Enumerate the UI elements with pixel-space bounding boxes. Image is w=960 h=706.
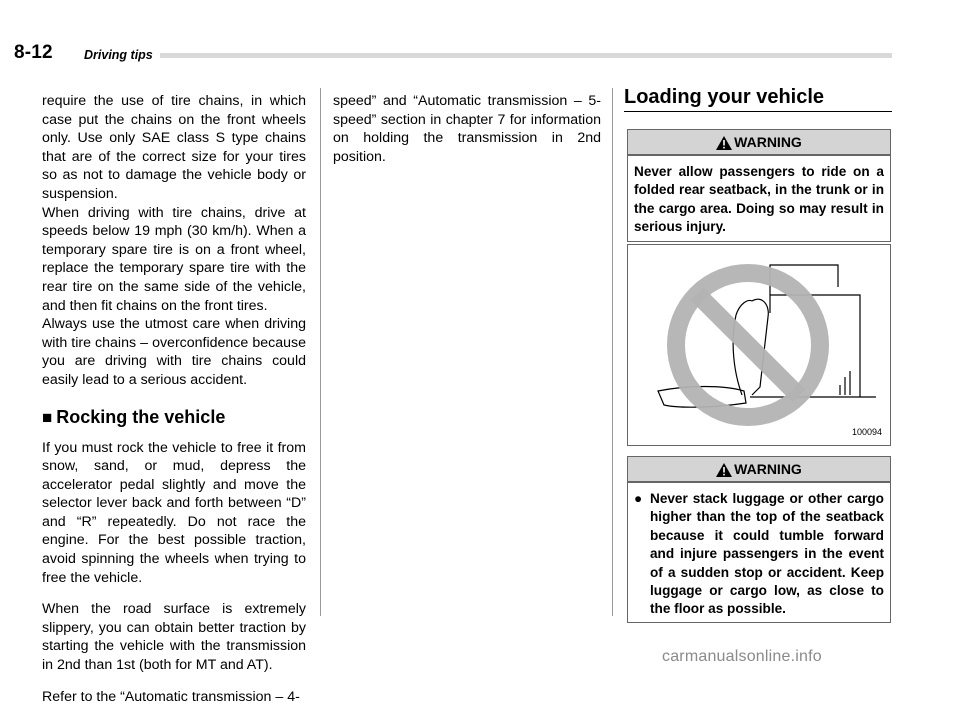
subheading-text: Rocking the vehicle: [56, 406, 226, 427]
paragraph-rocking: If you must rock the vehicle to free it from snow, sand, or mud, depress the accelerator pedal slightly and move the selector lever back and forth between “D” and “R” repeatedly. Do not race the engine. For the best possible traction, avoid spinning the wheels when trying to free the vehicle.: [42, 439, 306, 586]
warning-header: [627, 456, 891, 482]
warning-label: WARNING: [734, 461, 802, 477]
header-bar: [160, 53, 892, 58]
square-bullet-icon: ■: [42, 407, 53, 427]
list-item: [634, 490, 884, 619]
paragraph-tire-chains: require the use of tire chains, in which case put the chains on the front wheels only. Use only SAE class S type chains that are of the correct size for your tires so as not to damage the vehicle body or suspension.: [42, 93, 306, 202]
paragraph-continued: speed” and “Automatic transmission – 5-speed” section in chapter 7 for information on holding the transmission in 2nd position.: [333, 93, 601, 165]
seat-illustration: [628, 245, 890, 445]
warning-triangle-icon: [716, 463, 732, 477]
loading-title: Loading your vehicle: [624, 86, 825, 108]
paragraph-chain-speed: When driving with tire chains, drive at speeds below 19 mph (30 km/h). When a temporary spare tire is on a front wheel, replace the temporary spare tire with the rear tire on the same side of the vehicle, and then fit chains on the front tires.: [42, 204, 306, 314]
page-number: 8-12: [14, 42, 53, 63]
warning-label: WARNING: [734, 134, 802, 150]
warning-body: [627, 482, 891, 623]
warning-header: [627, 129, 891, 155]
bullet-icon: ●: [634, 491, 643, 506]
warning-triangle-icon: [716, 136, 732, 150]
paragraph-caution: Always use the utmost care when driving with tire chains – overconfidence because you are driving with tire chains could easily lead to a serious accident.: [42, 316, 306, 388]
page-header: [0, 42, 960, 66]
column-divider: [612, 88, 613, 616]
paragraph-slippery: When the road surface is extremely slippery, you can obtain better traction by starting the vehicle with the transmission in 2nd than 1st (both for MT and AT).: [42, 601, 306, 674]
title-underline: [624, 111, 892, 112]
section-title: Driving tips: [84, 48, 153, 62]
column-left: [42, 92, 306, 706]
figure-code: 100094: [851, 427, 882, 437]
illustration-no-riding: [627, 244, 891, 446]
subheading-rocking: [42, 406, 306, 429]
column-middle: [333, 92, 601, 166]
prohibition-icon: [676, 273, 820, 417]
paragraph-refer: Refer to the “Automatic transmission – 4-: [42, 688, 300, 705]
watermark: carmanualsonline.info: [662, 648, 822, 665]
column-divider: [320, 88, 321, 616]
warning-body: [627, 155, 891, 242]
warning-text: Never allow passengers to ride on a folded rear seatback, in the trunk or in the cargo area. Doing so may result in serious injury.: [634, 164, 884, 235]
warning-text: Never stack luggage or other cargo higher than the top of the seatback because it could tumble forward and injure passengers in the event of a sudden stop or accident. Keep luggage or cargo low, as close to the floor as possible.: [650, 491, 884, 617]
